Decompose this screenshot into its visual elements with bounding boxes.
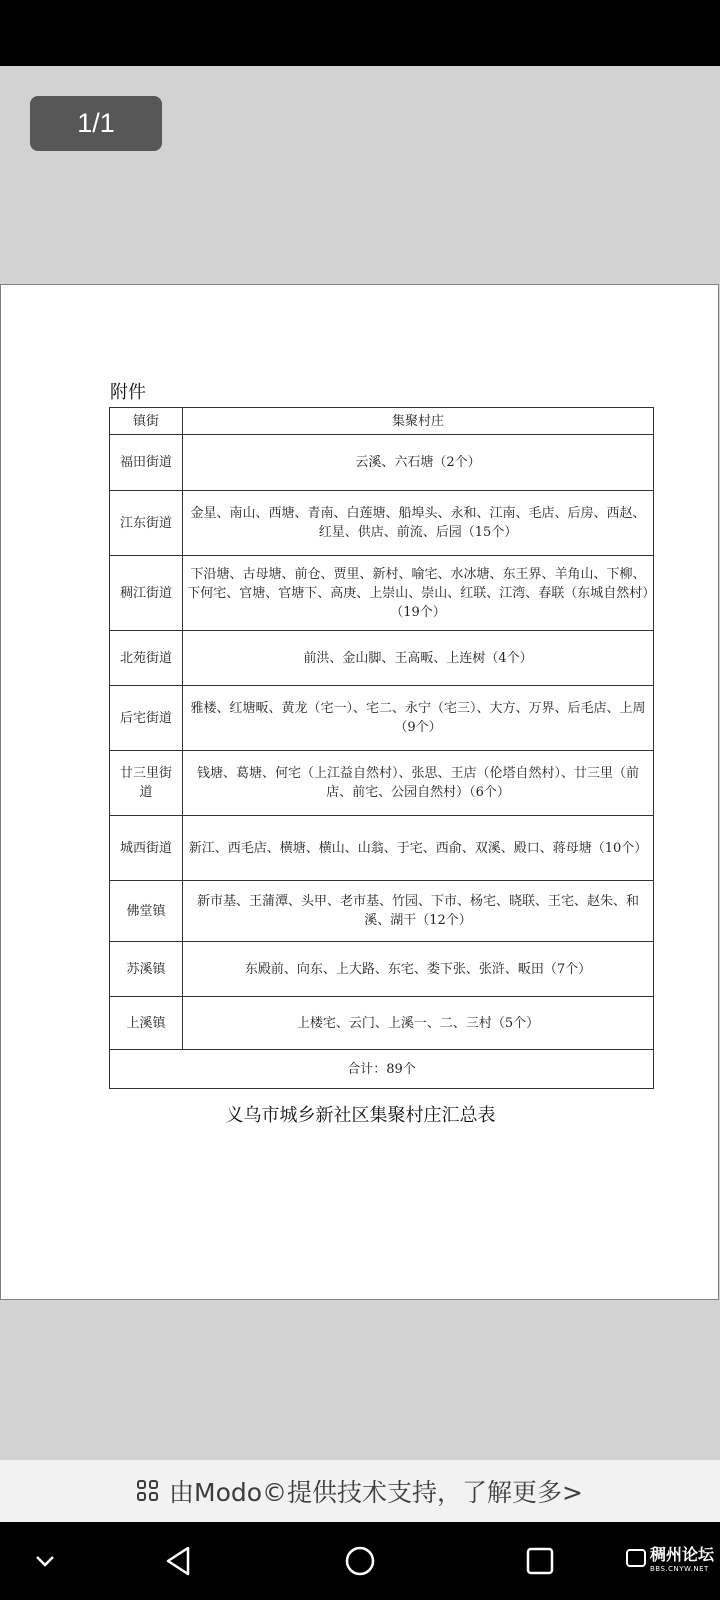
modo-promo-bar[interactable] bbox=[0, 1460, 720, 1522]
villages-cell: 钱塘、葛塘、何宅（上江益自然村）、张思、王店（伦塔自然村）、廿三里（前店、前宅、公园自然村）（6个） bbox=[183, 751, 654, 816]
annex-label: 附件 bbox=[110, 382, 146, 403]
table-row bbox=[110, 686, 654, 751]
villages-cell: 上楼宅、云门、上溪一、二、三村（5个） bbox=[183, 997, 654, 1050]
town-cell: 福田街道 bbox=[110, 435, 183, 491]
table-row bbox=[110, 631, 654, 686]
villages-cell: 前洪、金山脚、王高畈、上连树（4个） bbox=[183, 631, 654, 686]
table-row bbox=[110, 751, 654, 816]
table-row bbox=[110, 491, 654, 556]
header-villages: 集聚村庄 bbox=[183, 408, 654, 435]
table-row bbox=[110, 997, 654, 1050]
hide-nav-button[interactable] bbox=[22, 1538, 68, 1584]
town-cell: 北苑街道 bbox=[110, 631, 183, 686]
home-circle-icon bbox=[344, 1545, 376, 1577]
villages-cell: 雅楼、红塘畈、黄龙（宅一）、宅二、永宁（宅三）、大方、万界、后毛店、上周（9个） bbox=[183, 686, 654, 751]
town-cell: 后宅街道 bbox=[110, 686, 183, 751]
town-cell: 城西街道 bbox=[110, 816, 183, 881]
back-button[interactable] bbox=[155, 1538, 201, 1584]
recents-square-icon bbox=[525, 1546, 555, 1576]
town-cell: 江东街道 bbox=[110, 491, 183, 556]
table-row bbox=[110, 816, 654, 881]
villages-cell: 下沿塘、古母塘、前仓、贾里、新村、喻宅、水冰塘、东王界、羊角山、下柳、下何宅、官塘、官塘下、高庚、上崇山、崇山、红联、江湾、春联（东城自然村）（19个） bbox=[183, 556, 654, 631]
status-bar bbox=[0, 0, 720, 66]
promo-text[interactable]: 由Modo©提供技术支持，了解更多> bbox=[169, 1478, 583, 1507]
town-cell: 廿三里街道 bbox=[110, 751, 183, 816]
villages-cell: 新市基、王蒲潭、头甲、老市基、竹园、下市、杨宅、晓联、王宅、赵朱、和溪、湖干（12个） bbox=[183, 881, 654, 942]
villages-cell: 新江、西毛店、横塘、横山、山翁、于宅、西俞、双溪、殿口、蒋母塘（10个） bbox=[183, 816, 654, 881]
total-cell: 合计：89个 bbox=[110, 1050, 654, 1089]
town-cell: 上溪镇 bbox=[110, 997, 183, 1050]
navigation-bar bbox=[0, 1522, 720, 1600]
town-cell: 稠江街道 bbox=[110, 556, 183, 631]
town-cell: 苏溪镇 bbox=[110, 942, 183, 997]
chevron-down-icon bbox=[34, 1554, 56, 1568]
table-row bbox=[110, 556, 654, 631]
village-table bbox=[109, 407, 654, 1089]
table-header-row bbox=[110, 408, 654, 435]
watermark-logo-icon bbox=[626, 1549, 646, 1567]
watermark-title: 稠州论坛 bbox=[649, 1545, 714, 1564]
table-row bbox=[110, 435, 654, 491]
table-total-row bbox=[110, 1050, 654, 1089]
table-caption: 义乌市城乡新社区集聚村庄汇总表 bbox=[225, 1105, 496, 1126]
watermark-url: BBS.CNYW.NET bbox=[649, 1565, 709, 1573]
page-indicator: 1/1 bbox=[30, 96, 162, 151]
home-button[interactable] bbox=[337, 1538, 383, 1584]
modo-logo-icon bbox=[137, 1480, 159, 1502]
back-triangle-icon bbox=[163, 1545, 193, 1577]
recents-button[interactable] bbox=[517, 1538, 563, 1584]
villages-cell: 云溪、六石塘（2个） bbox=[183, 435, 654, 491]
table-row bbox=[110, 942, 654, 997]
villages-cell: 金星、南山、西塘、青南、白莲塘、船埠头、永和、江南、毛店、后房、西赵、红星、供店、前流、后园（15个） bbox=[183, 491, 654, 556]
town-cell: 佛堂镇 bbox=[110, 881, 183, 942]
document-page bbox=[0, 284, 719, 1300]
table-row bbox=[110, 881, 654, 942]
site-watermark bbox=[626, 1542, 714, 1573]
header-town: 镇街 bbox=[110, 408, 183, 435]
villages-cell: 东殿前、向东、上大路、东宅、娄下张、张浒、畈田（7个） bbox=[183, 942, 654, 997]
document-viewer[interactable] bbox=[0, 66, 720, 1460]
